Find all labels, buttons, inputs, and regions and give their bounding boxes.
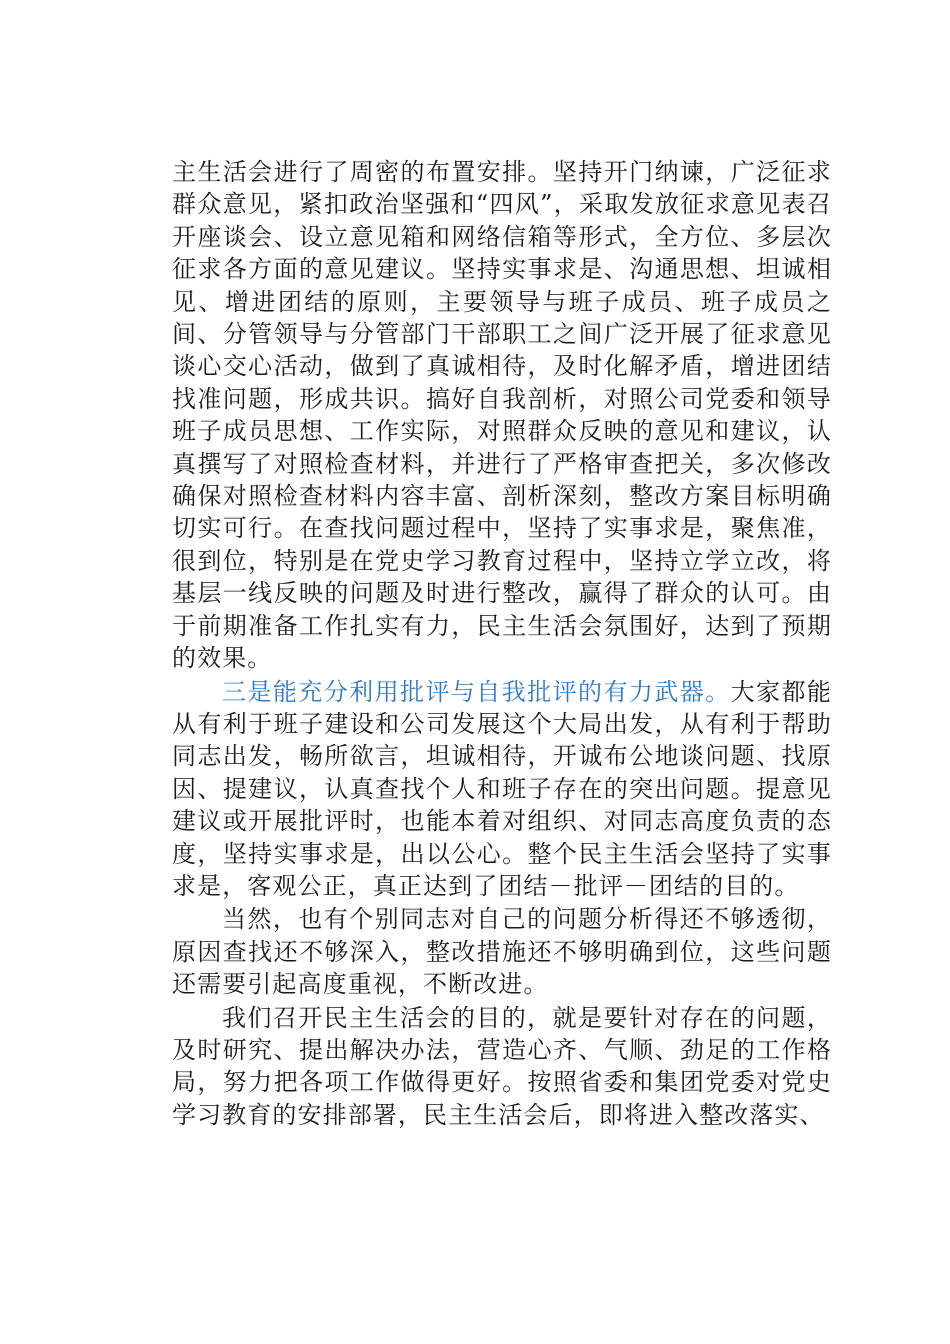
paragraph-2-text: 大家都能从有利于班子建设和公司发展这个大局出发，从有利于帮助同志出发，畅所欲言，坦诚相待，开诚布公地谈问题、找原因、提建议，认真查找个人和班子存在的突出问题。提意见建议或开展批评时，也能本着对组织、对同志高度负责的态度，坚持实事求是，出以公心。整个民主生活会坚持了实事求是，客观公正，真正达到了团结－批评－团结的目的。 (172, 677, 832, 900)
paragraph-1 (172, 156, 832, 675)
paragraph-1-text: 主生活会进行了周密的布置安排。坚持开门纳谏，广泛征求群众意见，紧扣政治坚强和“四风”，采取发放征求意见表召开座谈会、设立意见箱和网络信箱等形式，全方位、多层次征求各方面的意见建议。坚持实事求是、沟通思想、坦诚相见、增进团结的原则，主要领导与班子成员、班子成员之间、分管领导与分管部门干部职工之间广泛开展了征求意见谈心交心活动，做到了真诚相待，及时化解矛盾，增进团结找准问题，形成共识。搞好自我剖析，对照公司党委和领导班子成员思想、工作实际，对照群众反映的意见和建议，认真撰写了对照检查材料，并进行了严格审查把关，多次修改确保对照检查材料内容丰富、剖析深刻，整改方案目标明确切实可行。在查找问题过程中，坚持了实事求是，聚焦准，很到位，特别是在党史学习教育过程中，坚持立学立改，将基层一线反映的问题及时进行整改，赢得了群众的认可。由于前期准备工作扎实有力，民主生活会氛围好，达到了预期的效果。 (172, 158, 832, 673)
paragraph-2 (172, 676, 832, 903)
paragraph-2-heading: 三是能充分利用批评与自我批评的有力武器。 (222, 677, 731, 706)
paragraph-3-text: 当然，也有个别同志对自己的问题分析得还不够透彻，原因查找还不够深入，整改措施还不够明确到位，这些问题还需要引起高度重视，不断改进。 (172, 905, 832, 999)
paragraph-4 (172, 1002, 832, 1132)
paragraph-4-text: 我们召开民主生活会的目的，就是要针对存在的问题，及时研究、提出解决办法，营造心齐、气顺、劲足的工作格局，努力把各项工作做得更好。按照省委和集团党委对党史学习教育的安排部署，民主生活会后，即将进入整改落实、 (172, 1003, 832, 1129)
document-body (172, 156, 832, 1131)
paragraph-3 (172, 903, 832, 1000)
